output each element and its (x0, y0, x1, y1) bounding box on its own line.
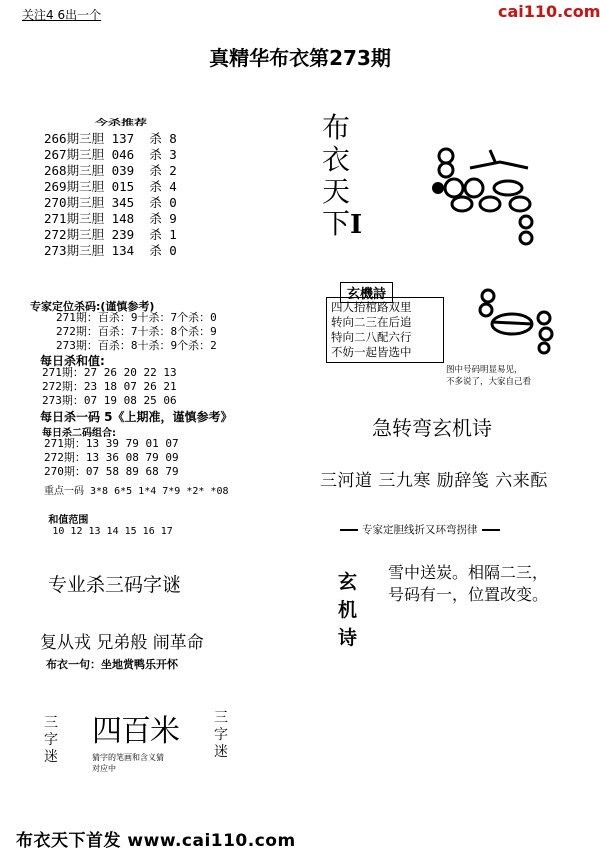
table-row: 270期：07 58 89 68 79 (44, 465, 179, 478)
table-row: 273期：07 19 08 25 06 (42, 394, 177, 407)
site-logo[interactable]: cai110.com (498, 2, 600, 21)
expert-line: 专家定胆线折又环弯拐律 (340, 522, 500, 537)
table-row: 267期三胆 046 杀 3 (44, 147, 177, 162)
puzzle-left-vertical: 三 字 迷 (44, 715, 58, 765)
daily-one-header: 每日杀一码 5《上期准，谨慎参考》 (40, 410, 233, 424)
table-row: 273期：百杀：8十杀：9个杀：2 (56, 339, 217, 352)
expert-kill-header: 专家定位杀码:(谨慎参考) (30, 300, 155, 313)
zhuanye-one-line: 布衣一句：坐地赏鸭乐开怀 (46, 658, 178, 671)
page-title: 真精华布衣第273期 (209, 46, 391, 70)
xuanji-poem-text: 雪中送炭。相隔二三， 号码有一，位置改变。 (388, 563, 549, 604)
focus-code: 重点一码 3*8 6*5 1*4 7*9 *2* *08 (44, 486, 229, 497)
daily-two-header: 每日杀二码组合: (42, 428, 116, 439)
table-row: 271期三胆 148 杀 9 (44, 211, 177, 226)
table-row: 271期：百杀：9十杀：7个杀：0 (56, 311, 217, 324)
xuanji-caption: 图中号码明显易见， 不多说了，大家自己看 (446, 365, 532, 387)
kill-recommend-table (44, 131, 177, 259)
puzzle-right-vertical: 三 字 迷 (214, 710, 228, 760)
table-row: 273期三胆 134 杀 0 (44, 243, 177, 258)
table-row: 270期三胆 345 杀 0 (44, 195, 177, 210)
table-row: 269期三胆 015 杀 4 (44, 179, 177, 194)
puzzle-center: 四百米 (92, 714, 179, 749)
top-notice: 关注4 6出一个 (22, 8, 102, 22)
jizhuan-title: 急转弯玄机诗 (372, 416, 492, 440)
xuanji-poem-vertical: 玄 机 诗 (338, 571, 358, 649)
kill-recommend-header: 今杀推荐 (95, 118, 148, 128)
expert-kill-table (56, 311, 217, 353)
table-row: 272期三胆 239 杀 1 (44, 227, 177, 242)
footer-text: 布衣天下首发 www.cai110.com (16, 831, 296, 851)
table-row: 271期：27 26 20 22 13 (42, 366, 177, 379)
divider (482, 529, 500, 531)
table-row: 272期：13 36 08 79 09 (44, 451, 179, 464)
table-row: 272期：23 18 07 26 21 (42, 380, 177, 393)
table-row: 266期三胆 137 杀 8 (44, 131, 177, 146)
daily-sum-header: 每日杀和值: (40, 354, 105, 368)
puzzle-hint: 猜字的笔画和含义猜 对应中 (92, 753, 164, 773)
table-row: 271期：13 39 79 01 07 (44, 437, 179, 450)
divider (340, 529, 358, 531)
sum-range: 和值范围 10 12 13 14 15 16 17 (48, 515, 173, 537)
zhuanye-phrase: 复从戎 兄弟般 闹革命 (40, 633, 204, 653)
table-row: 272期：百杀：7十杀：8个杀：9 (56, 325, 217, 338)
scale-drawing-icon (430, 140, 550, 250)
daily-sum-table (42, 366, 177, 408)
buyi-vertical-title: 布 衣 天 下I (322, 111, 363, 240)
xuanji-lines: 四人抬棺路双里 转向二三在后追 特向二八配六行 不妨一起皆选中 (326, 297, 444, 363)
ring-chain-icon (472, 288, 562, 358)
xuanji-title: 玄機詩 (340, 282, 393, 303)
daily-two-table (44, 437, 179, 479)
table-row: 268期三胆 039 杀 2 (44, 163, 177, 178)
zhuanye-title: 专业杀三码字谜 (48, 574, 182, 596)
jizhuan-phrase: 三河道 三九寒 励辞笺 六来酝 (320, 471, 548, 491)
